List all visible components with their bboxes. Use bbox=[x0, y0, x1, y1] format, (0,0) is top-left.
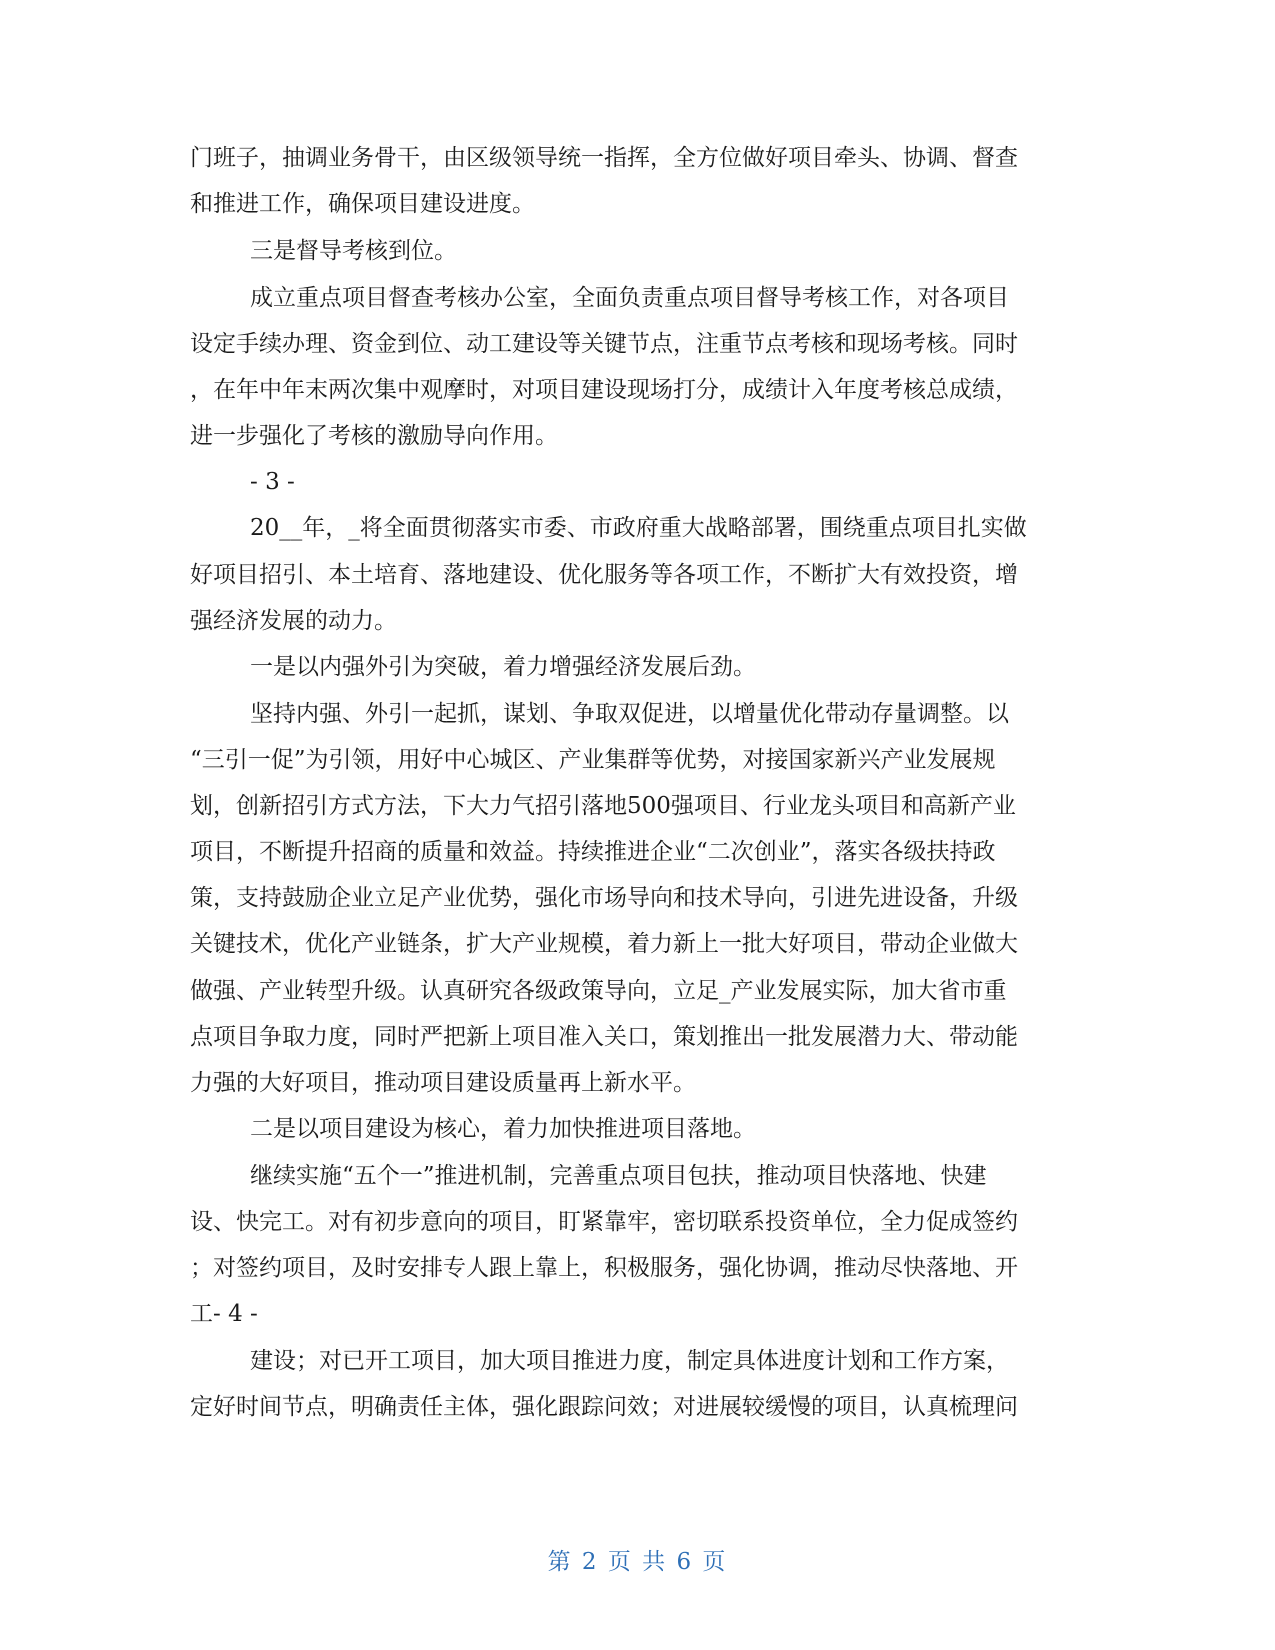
text-line: 点项目争取力度，同时严把新上项目准入关口，策划推出一批发展潜力大、带动能 bbox=[190, 1024, 1018, 1050]
text-line: 力强的大好项目，推动项目建设质量再上新水平。 bbox=[190, 1070, 696, 1096]
text-line: 坚持内强、外引一起抓，谋划、争取双促进，以增量优化带动存量调整。以 bbox=[250, 701, 1009, 727]
text-line: 设定手续办理、资金到位、动工建设等关键节点，注重节点考核和现场考核。同时 bbox=[190, 331, 1018, 357]
page-marker: - 3 - bbox=[250, 469, 295, 495]
text-line: 进一步强化了考核的激励导向作用。 bbox=[190, 423, 558, 449]
section-heading: 一是以内强外引为突破，着力增强经济发展后劲。 bbox=[250, 654, 756, 680]
text-line: 关键技术，优化产业链条，扩大产业规模，着力新上一批大好项目，带动企业做大 bbox=[190, 931, 1018, 957]
text-line: ，在年中年末两次集中观摩时，对项目建设现场打分，成绩计入年度考核总成绩， bbox=[190, 377, 1018, 403]
text-line: 继续实施“五个一”推进机制，完善重点项目包扶，推动项目快落地、快建 bbox=[250, 1163, 987, 1189]
text-line: 好项目招引、本土培育、落地建设、优化服务等各项工作，不断扩大有效投资，增 bbox=[190, 562, 1018, 588]
text-line: 工- 4 - bbox=[190, 1301, 258, 1327]
text-line: 门班子，抽调业务骨干，由区级领导统一指挥，全方位做好项目牵头、协调、督查 bbox=[190, 145, 1018, 171]
section-heading: 二是以项目建设为核心，着力加快推进项目落地。 bbox=[250, 1116, 756, 1142]
text-line: 建设；对已开工项目，加大项目推进力度，制定具体进度计划和工作方案， bbox=[250, 1348, 1009, 1374]
text-line: 划，创新招引方式方法，下大力气招引落地500强项目、行业龙头项目和高新产业 bbox=[190, 793, 1016, 819]
section-heading: 三是督导考核到位。 bbox=[250, 238, 457, 264]
text-line: 设、快完工。对有初步意向的项目，盯紧靠牢，密切联系投资单位，全力促成签约 bbox=[190, 1209, 1018, 1235]
text-line: 项目，不断提升招商的质量和效益。持续推进企业“二次创业”，落实各级扶持政 bbox=[190, 839, 996, 865]
text-line: 强经济发展的动力。 bbox=[190, 608, 397, 634]
text-line: 定好时间节点，明确责任主体，强化跟踪问效；对进展较缓慢的项目，认真梳理问 bbox=[190, 1394, 1018, 1420]
text-line: 20__年，_将全面贯彻落实市委、市政府重大战略部署，围绕重点项目扎实做 bbox=[250, 515, 1027, 541]
text-line: 策，支持鼓励企业立足产业优势，强化市场导向和技术导向，引进先进设备，升级 bbox=[190, 885, 1018, 911]
text-line: “三引一促”为引领，用好中心城区、产业集群等优势，对接国家新兴产业发展规 bbox=[190, 747, 996, 773]
text-line: 做强、产业转型升级。认真研究各级政策导向，立足_产业发展实际，加大省市重 bbox=[190, 978, 1007, 1004]
text-line: 和推进工作，确保项目建设进度。 bbox=[190, 191, 535, 217]
text-line: ；对签约项目，及时安排专人跟上靠上，积极服务，强化协调，推动尽快落地、开 bbox=[190, 1255, 1018, 1281]
page-footer: 第 2 页 共 6 页 bbox=[547, 1549, 728, 1575]
text-line: 成立重点项目督查考核办公室，全面负责重点项目督导考核工作，对各项目 bbox=[250, 285, 1009, 311]
